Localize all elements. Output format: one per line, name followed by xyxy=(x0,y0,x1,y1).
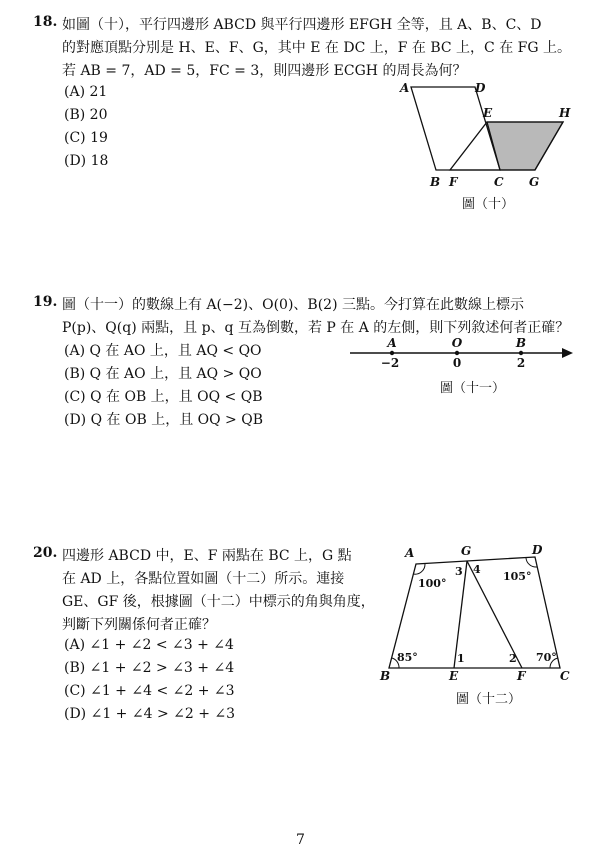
q19-number: 19. xyxy=(33,294,58,310)
q20-line-1: 四邊形 ABCD 中，E、F 兩點在 BC 上，G 點 xyxy=(62,548,352,564)
q19-line-1: 圖（十一）的數線上有 A(−2)、O(0)、B(2) 三點。今打算在此數線上標示 xyxy=(62,297,524,313)
label-F: F xyxy=(517,669,526,683)
q20-option-b: (B) ∠1 + ∠2 > ∠3 + ∠4 xyxy=(64,660,235,676)
q20-figure-caption: 圖（十二） xyxy=(456,692,522,707)
q18-figure-caption: 圖（十） xyxy=(462,197,515,212)
q18-line-1: 如圖（十），平行四邊形 ABCD 與平行四邊形 EFGH 全等，且 A、B、C、D xyxy=(62,17,542,33)
q18-number: 18. xyxy=(33,14,58,30)
parallelogram-ABCD xyxy=(411,87,500,170)
point-B-name: B xyxy=(515,336,527,350)
label-E: E xyxy=(449,669,459,683)
arrow-right-icon xyxy=(562,348,573,358)
point-A-value: −2 xyxy=(380,356,400,370)
point-O-name: O xyxy=(451,336,463,350)
angle-4-label: 4 xyxy=(473,563,481,576)
q18-option-a: (A) 21 xyxy=(64,84,108,100)
angle-D-value: 105° xyxy=(503,570,532,583)
label-C: C xyxy=(494,175,504,189)
q20-figure-quadrilateral xyxy=(372,540,582,685)
q18-line-2: 的對應頂點分別是 H、E、F、G，其中 E 在 DC 上，F 在 BC 上，C 在 FG 上。 xyxy=(62,40,572,56)
angle-1-label: 1 xyxy=(457,652,465,665)
angle-2-label: 2 xyxy=(509,652,517,665)
point-O xyxy=(455,351,459,355)
q20-line-2: 在 AD 上，各點位置如圖（十二）所示。連接 xyxy=(62,571,345,587)
q19-option-d: (D) Q 在 OB 上，且 OQ > QB xyxy=(64,412,263,428)
angle-B-value: 85° xyxy=(397,651,418,664)
q19-figure-caption: 圖（十一） xyxy=(440,381,506,396)
label-H: H xyxy=(559,106,571,120)
q20-line-3: GE、GF 後，根據圖（十二）中標示的角與角度， xyxy=(62,594,375,610)
q18-option-c: (C) 19 xyxy=(64,130,108,146)
label-E: E xyxy=(483,106,493,120)
label-B: B xyxy=(380,669,391,683)
point-O-value: 0 xyxy=(452,356,462,370)
q19-number-line xyxy=(345,335,585,375)
q18-figure-parallelograms xyxy=(390,78,580,193)
q19-line-2: P(p)、Q(q) 兩點，且 p、q 互為倒數，若 P 在 A 的左側，則下列敘述何者正確？ xyxy=(62,320,570,336)
label-B: B xyxy=(430,175,441,189)
q19-option-a: (A) Q 在 AO 上，且 AQ < QO xyxy=(64,343,262,359)
page-number: 7 xyxy=(296,832,305,848)
q20-line-4: 判斷下列關係何者正確？ xyxy=(62,617,216,633)
point-B-value: 2 xyxy=(516,356,526,370)
angle-3-label: 3 xyxy=(455,565,463,578)
q18-line-3: 若 AB = 7，AD = 5，FC = 3，則四邊形 ECGH 的周長為何？ xyxy=(62,63,467,79)
point-A-name: A xyxy=(387,336,397,350)
q18-option-b: (B) 20 xyxy=(64,107,108,123)
angle-A-value: 100° xyxy=(418,577,447,590)
q18-option-d: (D) 18 xyxy=(64,153,109,169)
q20-option-a: (A) ∠1 + ∠2 < ∠3 + ∠4 xyxy=(64,637,234,653)
label-G: G xyxy=(461,544,472,558)
q20-option-d: (D) ∠1 + ∠4 > ∠2 + ∠3 xyxy=(64,706,236,722)
point-A xyxy=(390,351,394,355)
label-A: A xyxy=(400,81,410,95)
angle-C-value: 70° xyxy=(536,651,557,664)
label-D: D xyxy=(532,543,543,557)
q19-option-c: (C) Q 在 OB 上，且 OQ < QB xyxy=(64,389,263,405)
point-B xyxy=(519,351,523,355)
label-D: D xyxy=(475,81,486,95)
q19-option-b: (B) Q 在 AO 上，且 AQ > QO xyxy=(64,366,262,382)
q20-number: 20. xyxy=(33,545,58,561)
label-A: A xyxy=(405,546,415,560)
label-C: C xyxy=(560,669,570,683)
label-F: F xyxy=(449,175,458,189)
q20-option-c: (C) ∠1 + ∠4 < ∠2 + ∠3 xyxy=(64,683,235,699)
label-G: G xyxy=(529,175,540,189)
